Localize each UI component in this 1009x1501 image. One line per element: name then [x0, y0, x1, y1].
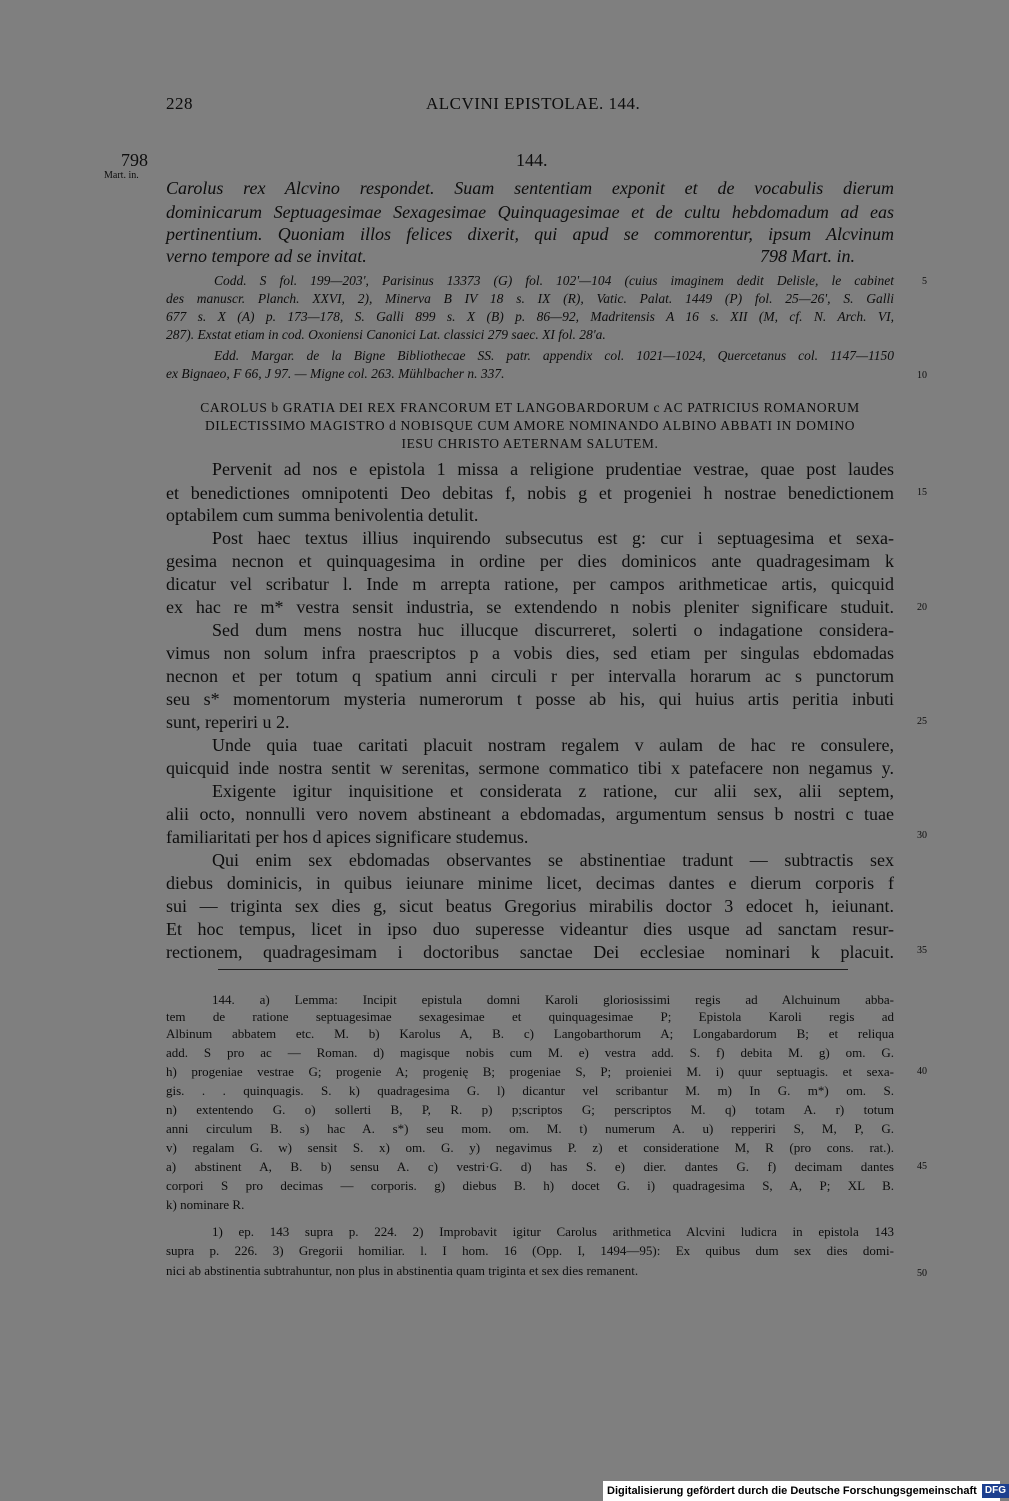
regest-date: 798 Mart. in. [760, 246, 856, 266]
regest-line: pertinentium. Quoniam illos felices dixerit, qui apud se commorentur, ipsum Alcvinum [166, 224, 894, 244]
body-line: vimus non solum infra praescriptos p a vobis dies, sed etiam per singulas ebdomadas [166, 643, 894, 663]
codices-line: Codd. S fol. 199—203', Parisinus 13373 (G) fol. 102'—104 (cuius imaginem dedit Delisle, le cabinet [214, 273, 894, 288]
body-line: Exigente igitur inquisitione et considerata z ratione, cur alii sex, alii septem, [212, 781, 894, 801]
codices-line: 287). Exstat etiam in cod. Oxoniensi Canonici Lat. classici 279 saec. XI fol. 28'a. [166, 327, 606, 342]
margin-date-month: Mart. in. [104, 170, 139, 181]
body-line: Pervenit ad nos e epistola 1 missa a religione prudentiae vestrae, quae post laudes [212, 459, 894, 479]
line-number: 30 [917, 830, 927, 841]
body-line: alii octo, nonnulli vero novem abstineant a ebdomadas, argumentum sensus b nostri c tuae [166, 804, 894, 824]
body-line: quicquid inde nostra sentit w serenitas, sermone commatico tibi x patefacere non negamus y. [166, 758, 894, 778]
body-line: diebus dominicis, in quibus ieiunare minime licet, decimas dantes e dierum corporis f [166, 873, 894, 893]
salutation-line: IESU CHRISTO AETERNAM SALUTEM. [401, 436, 659, 451]
line-number: 25 [917, 716, 927, 727]
line-number: 15 [917, 487, 927, 498]
salutation-line: DILECTISSIMO MAGISTRO d NOBISQUE CUM AMORE NOMINANDO ALBINO ABBATI IN DOMINO [204, 418, 856, 433]
margin-date-year: 798 [121, 150, 148, 170]
regest-line: Carolus rex Alcvino respondet. Suam sententiam exponit et de vocabulis dierum [166, 178, 894, 198]
editions-line: ex Bignaeo, F 66, J 97. — Migne col. 263. Mühlbacher n. 337. [166, 366, 505, 381]
body-line: Unde quia tuae caritati placuit nostram regalem v aulam de hac re consulere, [212, 735, 894, 755]
letter-number: 144. [516, 150, 548, 170]
body-line: sunt, reperiri u 2. [166, 712, 290, 732]
line-number: 35 [917, 945, 927, 956]
regest-line: dominicarum Septuagesimae Sexagesimae Quinquagesimae et de cultu hebdomadum ad eas [166, 202, 894, 222]
line-number: 45 [917, 1161, 927, 1172]
footnote-line: 1) ep. 143 supra p. 224. 2) Improbavit igitur Carolus arithmetica Alcvini ludicra in epistola 143 [212, 1224, 894, 1239]
body-line: rectionem, quadragesimam i doctoribus sanctae Dei ecclesiae nominari k placuit. [166, 942, 894, 962]
line-number: 10 [917, 370, 927, 381]
body-line: necnon et per totum q spatium anni circuli r per intervalla horarum ac s punctorum [166, 666, 894, 686]
body-line: Et hoc tempus, licet in ipso duo superesse videantur dies usque ad sanctam resur- [166, 919, 894, 939]
apparatus-line: k) nominare R. [166, 1197, 245, 1212]
apparatus-line: 144. a) Lemma: Incipit epistula domni Karoli gloriosissimi regis ad Alchuinum abba- [212, 992, 894, 1007]
apparatus-line: add. S pro ac — Roman. d) magisque nobis cum M. e) vestra add. S. f) debita M. g) om. G. [166, 1045, 894, 1060]
line-number: 20 [917, 602, 927, 613]
codices-line: des manuscr. Planch. XXVI, 2), Minerva B IV 18 s. IX (R), Vatic. Palat. 1449 (P) fol. 25—26', S. Galli [166, 291, 894, 306]
body-line: familiaritati per hos d apices significare studemus. [166, 827, 529, 847]
body-line: Sed dum mens nostra huc illucque discurreret, solerti o indagatione considera- [212, 620, 894, 640]
apparatus-line: corpori S pro decimas — corporis. g) diebus B. h) docet G. i) quadragesima S, A, P; XL B. [166, 1178, 894, 1193]
dfg-credit-bar [603, 1481, 1006, 1501]
apparatus-line: n) extentendo G. o) sollerti B, P, R. p) p;scriptos G; perscriptos M. q) totam A. r) totum [166, 1102, 894, 1117]
body-line: gesima necnon et quinquagesima in ordine per dies dominicos ante quadragesimam k [166, 551, 894, 571]
dfg-credit-text: Digitalisierung gefördert durch die Deutsche Forschungsgemeinschaft [607, 1485, 977, 1497]
editions-line: Edd. Margar. de la Bigne Bibliothecae SS. patr. appendix col. 1021—1024, Quercetanus col. 1147—1150 [214, 348, 894, 363]
line-number: 5 [922, 276, 927, 287]
body-line: Qui enim sex ebdomadas observantes se abstinentiae tradunt — subtractis sex [212, 850, 894, 870]
running-title: ALCVINI EPISTOLAE. 144. [426, 94, 641, 113]
apparatus-line: a) abstinent A, B. b) sensu A. c) vestri·G. d) has S. e) dier. dantes G. f) decimam dantes [166, 1159, 894, 1174]
apparatus-line: v) regalam G. w) sensit S. x) om. G. y) negavimus P. z) et consideratione M, R (pro cons. rat.). [166, 1140, 894, 1155]
salutation-line: CAROLUS b GRATIA DEI REX FRANCORUM ET LANGOBARDORUM c AC PATRICIUS ROMANORUM [200, 400, 860, 415]
body-line: seu s* momentorum mysteria numerorum t posse ab his, qui huius artis peritia inbuti [166, 689, 894, 709]
apparatus-line: tem de ratione septuagesimae sexagesimae et quinquagesimae P; Epistola Karoli regis ad [166, 1009, 894, 1024]
apparatus-line: anni circulum B. s) hac A. s*) seu mom. om. M. t) numerum A. u) repperiri S, M, P, G. [166, 1121, 894, 1136]
apparatus-line: Albinum abbatem etc. M. b) Karolus A, B. c) Langobarthorum A; Longabardorum B; et reliqua [166, 1026, 894, 1041]
apparatus-line: gis. . . quinquagis. S. k) quadragesima G. l) dicantur vel scribantur M. m) In G. m*) om. S. [166, 1083, 894, 1098]
line-number: 50 [917, 1268, 927, 1279]
dfg-logo: DFG [982, 1484, 1009, 1498]
regest-line: verno tempore ad se invitat. [166, 246, 367, 266]
line-number: 40 [917, 1066, 927, 1077]
body-line: sui — triginta sex dies g, sicut beatus Gregorius mirabilis doctor 3 edocet h, ieiunant. [166, 896, 894, 916]
apparatus-line: h) progeniae vestrae G; progenie A; progenię B; progeniae S, P; proieniei M. i) quur septuagis. et sexa- [166, 1064, 894, 1079]
body-line: dicatur vel scribatur l. Inde m arrepta ratione, per campos arithmeticae artis, quicquid [166, 574, 894, 594]
body-line: et benedictiones omnipotenti Deo debitas f, nobis g et progeniei h nostrae benedictionem [166, 483, 894, 503]
footnote-line: supra p. 226. 3) Gregorii homiliar. l. I hom. 16 (Opp. I, 1494—95): Ex quibus dum sex dies domi- [166, 1243, 894, 1258]
body-line: ex hac re m* vestra sensit industria, se extendendo n nobis pleniter significare studuit. [166, 597, 894, 617]
body-line: optabilem cum summa benivolentia detulit. [166, 505, 479, 525]
codices-line: 677 s. X (A) p. 173—178, S. Galli 899 s. X (B) p. 86—92, Madritensis A 16 s. XII (M, cf. N. Arch. VI, [166, 309, 894, 324]
page-number: 228 [166, 94, 193, 113]
apparatus-separator [218, 969, 848, 970]
body-line: Post haec textus illius inquirendo subsecutus est g: cur i septuagesima et sexa- [212, 528, 894, 548]
footnote-line: nici ab abstinentia subtrahuntur, non plus in abstinentia quam triginta et sex dies remanent. [166, 1263, 639, 1278]
